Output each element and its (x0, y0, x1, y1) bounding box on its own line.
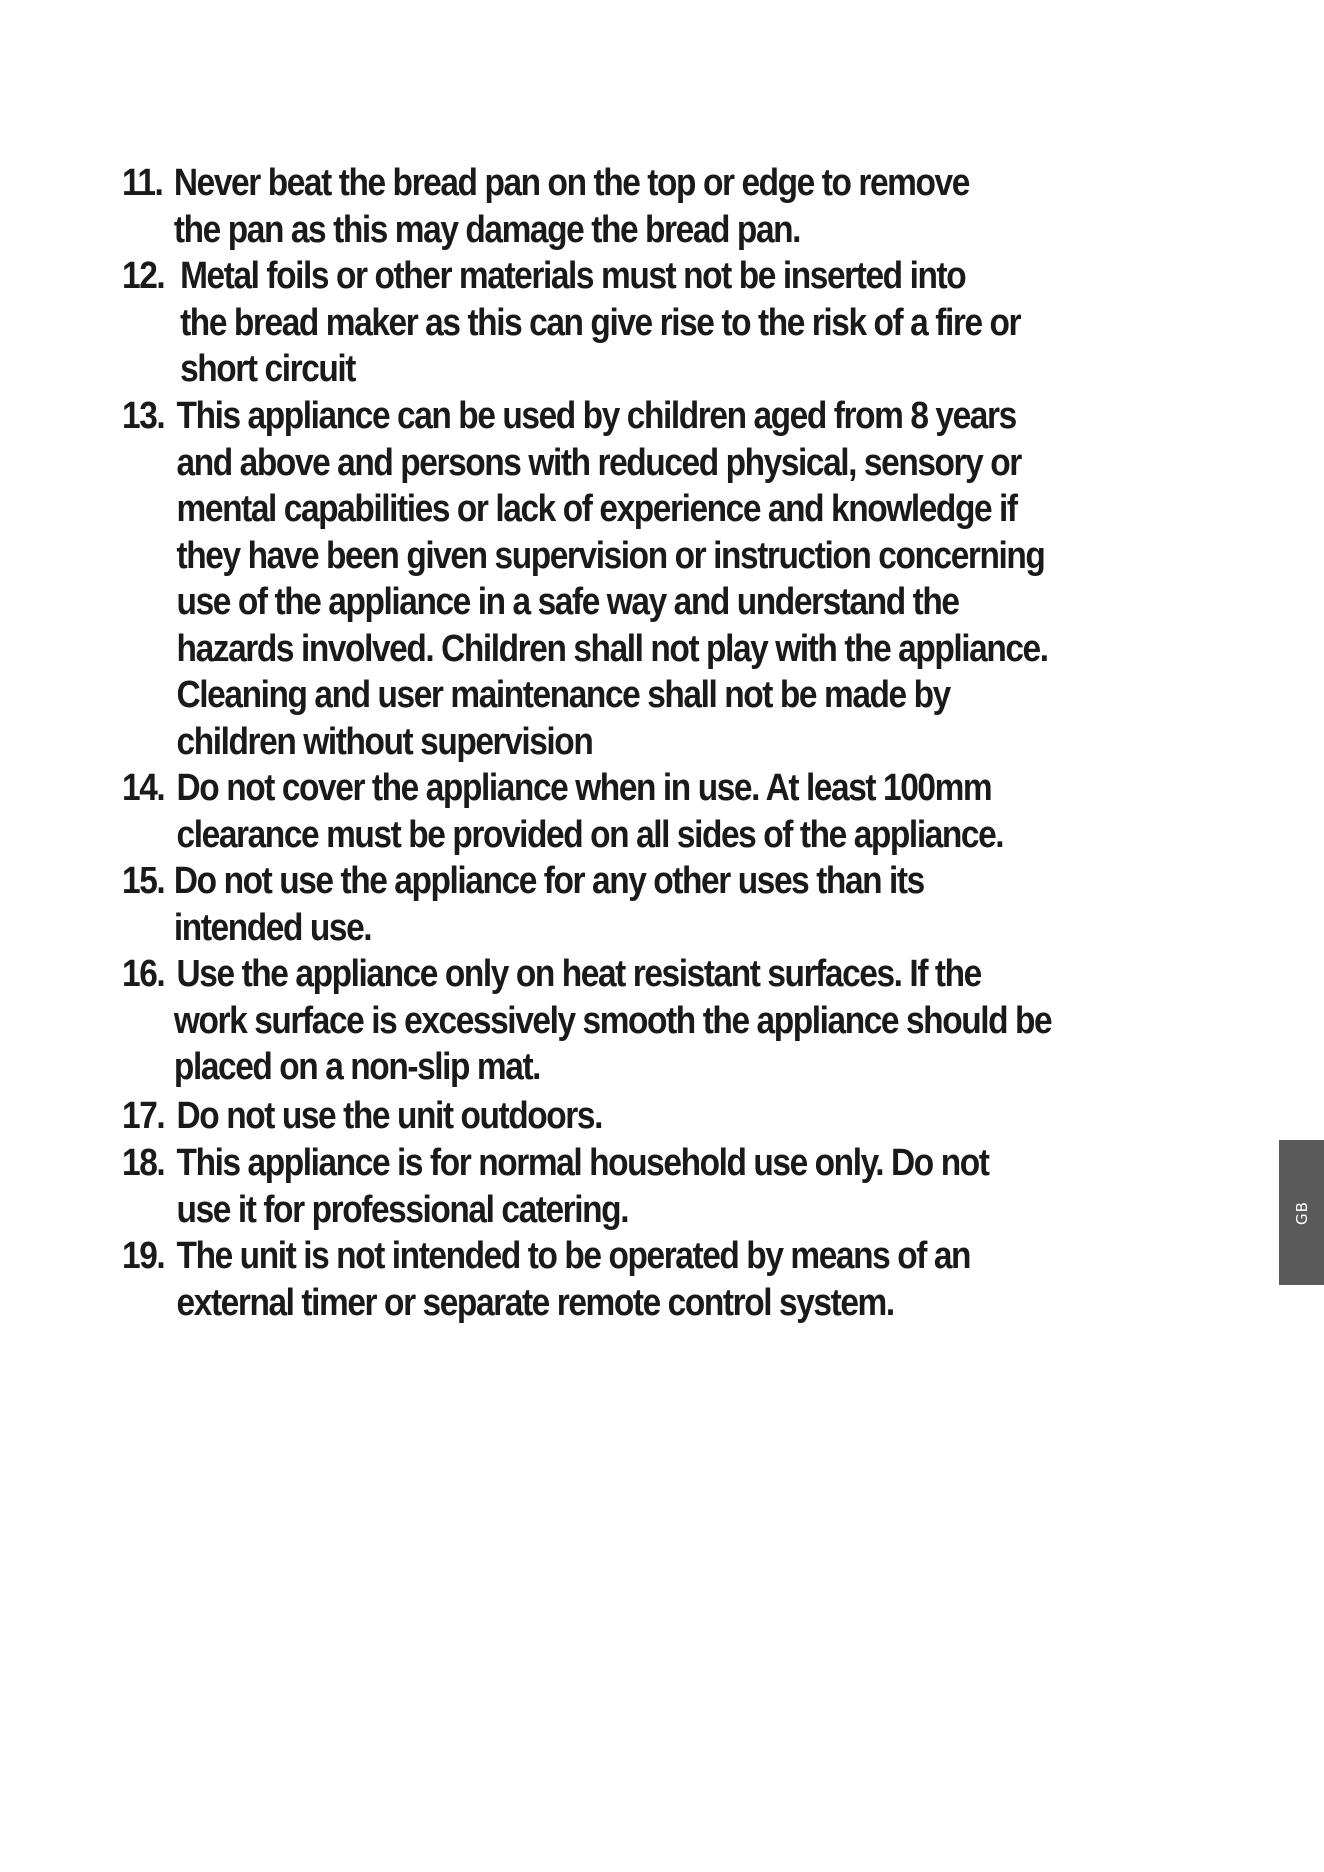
safety-item-13 (122, 393, 1090, 765)
item-text-line: use of the appliance in a safe way and understand the (176, 581, 959, 623)
item-text-line: This appliance is for normal household use only. Do not (176, 1142, 989, 1184)
item-text-line: work surface is excessively smooth the appliance should be (173, 999, 1052, 1042)
language-tab-label: GB (1292, 1200, 1311, 1225)
item-number: 18. (122, 1142, 165, 1184)
item-text-line: placed on a non-slip mat. (173, 1046, 541, 1088)
safety-item-12 (122, 253, 1090, 393)
safety-item-14 (122, 765, 1090, 858)
item-text-line: Use the appliance only on heat resistant surfaces. If the (176, 953, 981, 995)
item-number: 13. (122, 395, 165, 437)
safety-item-15 (122, 858, 1090, 951)
item-text-line: the bread maker as this can give rise to the risk of a fire or (180, 301, 1021, 344)
item-text-line: Metal foils or other materials must not be inserted into (180, 255, 966, 297)
item-text-line: Do not cover the appliance when in use. At least 100mm (176, 767, 992, 809)
safety-item-16 (122, 951, 1090, 1091)
item-text-line: short circuit (180, 348, 356, 390)
item-number: 11. (122, 162, 163, 204)
item-text-line: children without supervision (176, 720, 593, 763)
item-text-line: mental capabilities or lack of experience and knowledge if (176, 488, 1017, 530)
item-text-line: The unit is not intended to be operated by means of an (176, 1235, 971, 1277)
item-number: 15. (122, 860, 165, 902)
item-text-line: external timer or separate remote control system. (176, 1281, 894, 1324)
item-text-line: use it for professional catering. (176, 1188, 629, 1231)
item-text-line: Do not use the appliance for any other uses than its (173, 860, 924, 902)
safety-item-17 (122, 1093, 1090, 1140)
item-text-line: Never beat the bread pan on the top or edge to remove (173, 162, 969, 204)
item-number: 12. (122, 255, 165, 297)
item-number: 17. (122, 1095, 165, 1137)
item-number: 14. (122, 767, 165, 809)
item-text-line: the pan as this may damage the bread pan. (173, 208, 801, 251)
language-side-tab (1279, 1140, 1324, 1285)
item-number: 19. (122, 1235, 165, 1277)
safety-item-18 (122, 1140, 1090, 1233)
item-text-line: intended use. (173, 906, 372, 949)
item-text-line: Do not use the unit outdoors. (176, 1095, 602, 1137)
item-text-line: and above and persons with reduced physical, sensory or (176, 441, 1021, 484)
item-text-line: clearance must be provided on all sides of the appliance. (176, 813, 1004, 856)
item-text-line: Cleaning and user maintenance shall not be made by (176, 674, 950, 716)
item-number: 16. (122, 953, 165, 995)
item-text-line: hazards involved. Children shall not play with the appliance. (176, 627, 1048, 670)
item-text-line: This appliance can be used by children aged from 8 years (176, 395, 1016, 437)
safety-item-11 (122, 160, 1090, 253)
item-text-line: they have been given supervision or instruction concerning (176, 534, 1045, 577)
safety-item-19 (122, 1233, 1090, 1326)
